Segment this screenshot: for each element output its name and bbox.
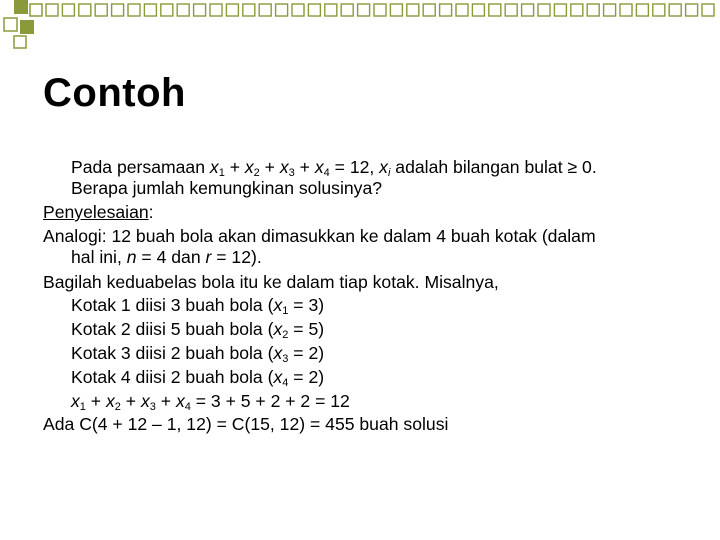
decorative-square: [62, 4, 74, 16]
decorative-square: [440, 4, 452, 16]
decorative-square: [604, 4, 616, 16]
analogy-line-2: hal ini, n = 4 dan r = 12).: [71, 247, 262, 267]
decorative-square: [177, 4, 189, 16]
decorative-square: [128, 4, 140, 16]
decorative-square: [669, 4, 681, 16]
decorative-square: [686, 4, 698, 16]
decorative-square: [243, 4, 255, 16]
problem-line-1: Pada persamaan $x_1 + x_2 + x_3 + x_4 = 12$, $x_i$ adalah bilangan bulat ≥ 0.: [71, 157, 597, 179]
analogy-line-1: Analogi: 12 buah bola akan dimasukkan ke dalam 4 buah kotak (dalam: [43, 226, 596, 246]
slide-title: Contoh: [43, 71, 186, 115]
decorative-square: [636, 4, 648, 16]
box-line-1: Kotak 1 diisi 3 buah bola $(x_1 = 3)$: [71, 295, 325, 317]
decorative-square: [210, 4, 222, 16]
decorative-square: [292, 4, 304, 16]
box-line-2: Kotak 2 diisi 5 buah bola $(x_2 = 5)$: [71, 319, 325, 341]
decorative-square: [259, 4, 271, 16]
decorative-square: [390, 4, 402, 16]
corner-squares-icon: [4, 0, 42, 48]
header-decoration: [0, 0, 720, 50]
box-line-4: Kotak 4 diisi 2 buah bola $(x_4 = 2)$: [71, 367, 325, 389]
decorative-square: [489, 4, 501, 16]
decorative-square: [325, 4, 337, 16]
decorative-square: [194, 4, 206, 16]
decorative-square: [522, 4, 534, 16]
decorative-square: [538, 4, 550, 16]
decorative-square: [46, 4, 58, 16]
box-line-3: Kotak 3 diisi 2 buah bola $(x_3 = 2)$: [71, 343, 325, 365]
decorative-square-row: [46, 4, 714, 16]
decorative-square: [276, 4, 288, 16]
decorative-square: [308, 4, 320, 16]
decorative-square: [407, 4, 419, 16]
decorative-square: [571, 4, 583, 16]
decorative-square: [374, 4, 386, 16]
decorative-square: [226, 4, 238, 16]
decorative-square: [554, 4, 566, 16]
decorative-square: [161, 4, 173, 16]
decorative-square: [79, 4, 91, 16]
decorative-square: [587, 4, 599, 16]
decorative-square: [95, 4, 107, 16]
decorative-square: [702, 4, 714, 16]
sum-line: $x_1 + x_2 + x_3 + x_4 = 3 + 5 + 2 + 2 = 12$: [71, 391, 350, 413]
conclusion-line: Ada C(4 + 12 – 1, 12) = C(15, 12) = 455 buah solusi: [43, 414, 449, 434]
decorative-square: [112, 4, 124, 16]
decorative-square: [341, 4, 353, 16]
divide-line: Bagilah keduabelas bola itu ke dalam tiap kotak. Misalnya,: [43, 272, 499, 292]
decorative-square: [423, 4, 435, 16]
decorative-square: [456, 4, 468, 16]
decorative-square: [505, 4, 517, 16]
decorative-square: [653, 4, 665, 16]
decorative-square: [620, 4, 632, 16]
problem-line-2: Berapa jumlah kemungkinan solusinya?: [71, 178, 383, 198]
decorative-square: [472, 4, 484, 16]
decorative-square: [144, 4, 156, 16]
decorative-square: [358, 4, 370, 16]
solution-heading: Penyelesaian:: [43, 202, 154, 222]
